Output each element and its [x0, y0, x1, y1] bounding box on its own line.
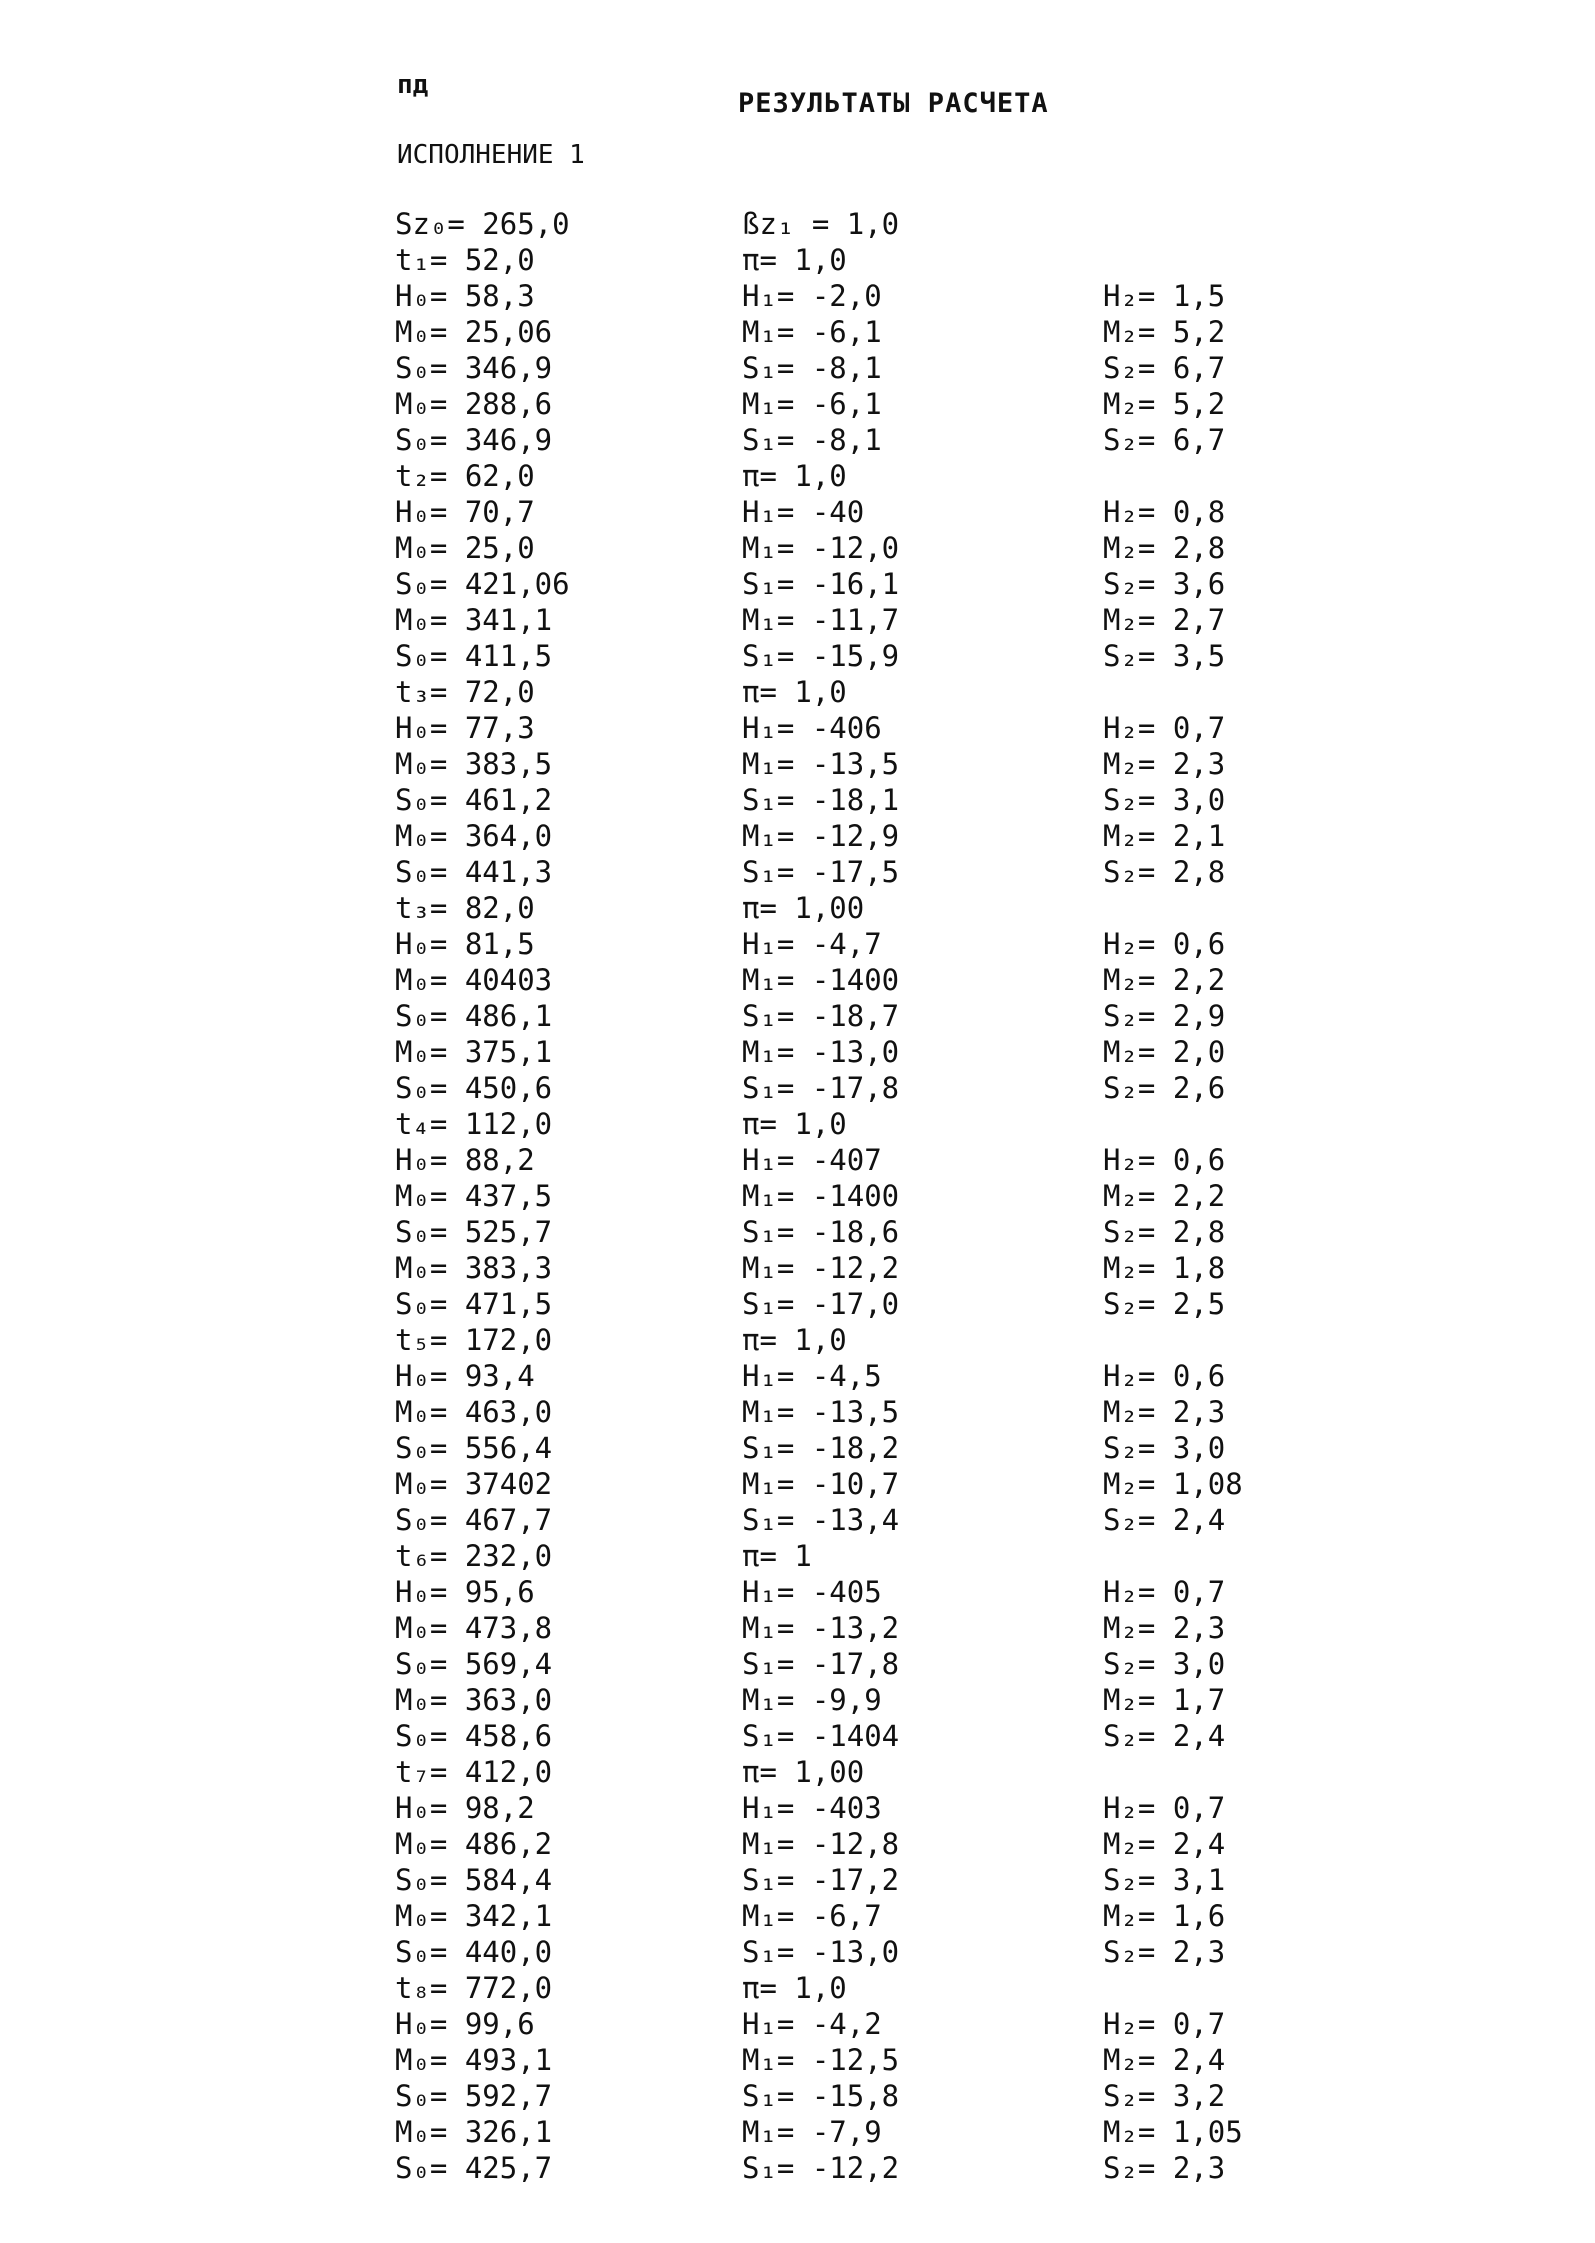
result-cell-col2: M₁= -1400 [742, 1179, 900, 1213]
result-cell-col1: M₀= 383,5 [395, 747, 553, 781]
result-cell-col1: H₀= 70,7 [395, 495, 535, 529]
result-cell-col3: M₂= 2,3 [1103, 1395, 1226, 1429]
result-cell-col3: M₂= 5,2 [1103, 315, 1226, 349]
result-cell-col3: H₂= 0,7 [1103, 711, 1226, 745]
result-row [0, 1502, 1595, 1538]
result-cell-col3: H₂= 0,7 [1103, 2007, 1226, 2041]
result-row [0, 566, 1595, 602]
result-row [0, 746, 1595, 782]
result-cell-col2: M₁= -11,7 [742, 603, 900, 637]
result-row [0, 1538, 1595, 1574]
result-cell-col3: S₂= 6,7 [1103, 351, 1226, 385]
result-cell-col3: M₂= 1,6 [1103, 1899, 1226, 1933]
result-cell-col2: M₁= -6,1 [742, 387, 882, 421]
result-cell-col1: H₀= 98,2 [395, 1791, 535, 1825]
result-cell-col2: S₁= -16,1 [742, 567, 900, 601]
result-row [0, 1106, 1595, 1142]
result-row [0, 242, 1595, 278]
result-cell-col3: S₂= 3,0 [1103, 783, 1226, 817]
result-row [0, 1394, 1595, 1430]
result-cell-col3: S₂= 3,0 [1103, 1431, 1226, 1465]
result-cell-col1: M₀= 288,6 [395, 387, 553, 421]
result-row [0, 1862, 1595, 1898]
result-cell-col1: S₀= 471,5 [395, 1287, 553, 1321]
result-cell-col2: S₁= -18,1 [742, 783, 900, 817]
result-row [0, 2114, 1595, 2150]
result-cell-col2: H₁= -4,7 [742, 927, 882, 961]
result-cell-col2: S₁= -17,8 [742, 1071, 900, 1105]
result-cell-col2: S₁= -17,8 [742, 1647, 900, 1681]
result-cell-col1: S₀= 425,7 [395, 2151, 553, 2185]
result-row [0, 1358, 1595, 1394]
result-cell-col2: M₁= -12,0 [742, 531, 900, 565]
result-cell-col2: M₁= -13,5 [742, 1395, 900, 1429]
result-cell-col1: S₀= 467,7 [395, 1503, 553, 1537]
result-cell-col3: M₂= 5,2 [1103, 387, 1226, 421]
result-cell-col2: M₁= -10,7 [742, 1467, 900, 1501]
result-cell-col2: M₁= -6,7 [742, 1899, 882, 1933]
result-row [0, 1142, 1595, 1178]
result-row [0, 494, 1595, 530]
result-cell-col2: M₁= -12,5 [742, 2043, 900, 2077]
result-cell-col1: t₈= 772,0 [395, 1971, 553, 2005]
document-title: РЕЗУЛЬТАТЫ РАСЧЕТА [738, 88, 1049, 119]
result-cell-col3: M₂= 2,2 [1103, 963, 1226, 997]
result-cell-col3: M₂= 2,7 [1103, 603, 1226, 637]
result-cell-col2: H₁= -406 [742, 711, 882, 745]
result-cell-col3: M₂= 2,0 [1103, 1035, 1226, 1069]
result-row [0, 890, 1595, 926]
result-cell-col3: S₂= 3,0 [1103, 1647, 1226, 1681]
result-cell-col3: S₂= 2,5 [1103, 1287, 1226, 1321]
result-row [0, 1250, 1595, 1286]
result-cell-col3: S₂= 3,6 [1103, 567, 1226, 601]
result-row [0, 1466, 1595, 1502]
result-cell-col1: S₀= 346,9 [395, 351, 553, 385]
result-cell-col2: S₁= -18,7 [742, 999, 900, 1033]
result-cell-col1: Sz₀= 265,0 [395, 207, 570, 241]
result-row [0, 422, 1595, 458]
result-row [0, 314, 1595, 350]
result-cell-col1: S₀= 584,4 [395, 1863, 553, 1897]
result-cell-col1: M₀= 486,2 [395, 1827, 553, 1861]
result-cell-col1: S₀= 461,2 [395, 783, 553, 817]
result-row [0, 206, 1595, 242]
result-row [0, 1034, 1595, 1070]
result-row [0, 962, 1595, 998]
result-cell-col2: S₁= -18,2 [742, 1431, 900, 1465]
result-row [0, 1574, 1595, 1610]
result-cell-col1: M₀= 37402 [395, 1467, 553, 1501]
result-cell-col2: π= 1,0 [742, 1323, 847, 1357]
result-row [0, 1718, 1595, 1754]
result-cell-col1: t₁= 52,0 [395, 243, 535, 277]
variant-label: ИСПОЛНЕНИЕ 1 [397, 140, 585, 170]
result-cell-col2: S₁= -17,2 [742, 1863, 900, 1897]
result-cell-col1: M₀= 437,5 [395, 1179, 553, 1213]
result-cell-col1: M₀= 463,0 [395, 1395, 553, 1429]
result-row [0, 1070, 1595, 1106]
result-cell-col1: M₀= 342,1 [395, 1899, 553, 1933]
result-cell-col3: S₂= 3,1 [1103, 1863, 1226, 1897]
result-cell-col1: S₀= 486,1 [395, 999, 553, 1033]
result-row [0, 1646, 1595, 1682]
result-cell-col1: t₇= 412,0 [395, 1755, 553, 1789]
result-cell-col3: H₂= 0,6 [1103, 927, 1226, 961]
result-cell-col2: H₁= -4,5 [742, 1359, 882, 1393]
result-row [0, 1214, 1595, 1250]
result-row [0, 1790, 1595, 1826]
result-cell-col3: H₂= 0,7 [1103, 1575, 1226, 1609]
result-row [0, 1178, 1595, 1214]
result-cell-col1: S₀= 556,4 [395, 1431, 553, 1465]
result-cell-col1: S₀= 346,9 [395, 423, 553, 457]
result-cell-col3: S₂= 2,3 [1103, 2151, 1226, 2185]
result-cell-col3: H₂= 0,7 [1103, 1791, 1226, 1825]
result-row [0, 926, 1595, 962]
result-cell-col1: S₀= 421,06 [395, 567, 570, 601]
result-row [0, 1682, 1595, 1718]
result-cell-col3: H₂= 0,8 [1103, 495, 1226, 529]
result-row [0, 1430, 1595, 1466]
result-cell-col2: H₁= -407 [742, 1143, 882, 1177]
result-cell-col1: M₀= 364,0 [395, 819, 553, 853]
result-cell-col2: S₁= -15,8 [742, 2079, 900, 2113]
result-cell-col1: H₀= 95,6 [395, 1575, 535, 1609]
result-cell-col1: M₀= 40403 [395, 963, 553, 997]
result-cell-col1: H₀= 93,4 [395, 1359, 535, 1393]
result-cell-col2: π= 1,0 [742, 243, 847, 277]
result-cell-col3: S₂= 3,2 [1103, 2079, 1226, 2113]
result-cell-col2: M₁= -6,1 [742, 315, 882, 349]
result-cell-col1: H₀= 58,3 [395, 279, 535, 313]
result-cell-col2: H₁= -403 [742, 1791, 882, 1825]
result-row [0, 1322, 1595, 1358]
result-cell-col2: M₁= -7,9 [742, 2115, 882, 2149]
result-cell-col2: H₁= -4,2 [742, 2007, 882, 2041]
result-cell-col1: t₅= 172,0 [395, 1323, 553, 1357]
results-table [0, 206, 1595, 2186]
result-cell-col2: π= 1 [742, 1539, 812, 1573]
result-row [0, 2042, 1595, 2078]
result-row [0, 998, 1595, 1034]
result-row [0, 278, 1595, 314]
result-cell-col3: S₂= 6,7 [1103, 423, 1226, 457]
result-cell-col1: M₀= 326,1 [395, 2115, 553, 2149]
result-cell-col1: S₀= 569,4 [395, 1647, 553, 1681]
result-cell-col1: M₀= 375,1 [395, 1035, 553, 1069]
result-cell-col3: M₂= 1,08 [1103, 1467, 1243, 1501]
result-cell-col3: S₂= 2,6 [1103, 1071, 1226, 1105]
result-cell-col1: S₀= 440,0 [395, 1935, 553, 1969]
result-row [0, 1934, 1595, 1970]
result-row [0, 674, 1595, 710]
result-cell-col2: M₁= -12,2 [742, 1251, 900, 1285]
result-row [0, 1826, 1595, 1862]
result-cell-col2: π= 1,0 [742, 1107, 847, 1141]
result-cell-col2: M₁= -13,0 [742, 1035, 900, 1069]
result-row [0, 2006, 1595, 2042]
result-cell-col2: M₁= -12,9 [742, 819, 900, 853]
result-cell-col1: t₃= 72,0 [395, 675, 535, 709]
result-row [0, 710, 1595, 746]
result-cell-col2: M₁= -9,9 [742, 1683, 882, 1717]
result-cell-col1: S₀= 525,7 [395, 1215, 553, 1249]
result-row [0, 1898, 1595, 1934]
result-cell-col1: S₀= 592,7 [395, 2079, 553, 2113]
result-cell-col1: t₂= 62,0 [395, 459, 535, 493]
result-row [0, 530, 1595, 566]
result-cell-col1: M₀= 25,0 [395, 531, 535, 565]
result-cell-col3: M₂= 1,05 [1103, 2115, 1243, 2149]
result-cell-col2: S₁= -13,0 [742, 1935, 900, 1969]
result-cell-col3: S₂= 2,3 [1103, 1935, 1226, 1969]
result-row [0, 638, 1595, 674]
result-row [0, 818, 1595, 854]
result-cell-col2: S₁= -17,0 [742, 1287, 900, 1321]
result-cell-col2: π= 1,0 [742, 1971, 847, 2005]
result-row [0, 2150, 1595, 2186]
result-row [0, 350, 1595, 386]
result-cell-col3: M₂= 2,4 [1103, 1827, 1226, 1861]
result-cell-col2: M₁= -1400 [742, 963, 900, 997]
result-cell-col2: π= 1,0 [742, 459, 847, 493]
result-cell-col3: S₂= 2,4 [1103, 1503, 1226, 1537]
result-cell-col2: S₁= -13,4 [742, 1503, 900, 1537]
result-cell-col1: S₀= 441,3 [395, 855, 553, 889]
result-row [0, 1286, 1595, 1322]
result-cell-col1: t₄= 112,0 [395, 1107, 553, 1141]
result-cell-col2: S₁= -8,1 [742, 351, 882, 385]
result-cell-col1: H₀= 88,2 [395, 1143, 535, 1177]
result-cell-col2: π= 1,00 [742, 891, 865, 925]
result-cell-col3: S₂= 2,8 [1103, 855, 1226, 889]
result-cell-col1: H₀= 99,6 [395, 2007, 535, 2041]
result-row [0, 854, 1595, 890]
result-cell-col2: M₁= -13,2 [742, 1611, 900, 1645]
result-cell-col2: π= 1,00 [742, 1755, 865, 1789]
result-cell-col3: H₂= 1,5 [1103, 279, 1226, 313]
result-cell-col1: S₀= 458,6 [395, 1719, 553, 1753]
result-cell-col3: H₂= 0,6 [1103, 1359, 1226, 1393]
result-cell-col2: H₁= -405 [742, 1575, 882, 1609]
result-cell-col1: M₀= 473,8 [395, 1611, 553, 1645]
result-cell-col1: M₀= 25,06 [395, 315, 553, 349]
result-row [0, 386, 1595, 422]
result-cell-col2: π= 1,0 [742, 675, 847, 709]
result-cell-col1: M₀= 383,3 [395, 1251, 553, 1285]
result-cell-col3: M₂= 2,1 [1103, 819, 1226, 853]
result-cell-col3: M₂= 2,2 [1103, 1179, 1226, 1213]
result-cell-col1: S₀= 450,6 [395, 1071, 553, 1105]
result-cell-col1: t₆= 232,0 [395, 1539, 553, 1573]
result-cell-col3: M₂= 1,8 [1103, 1251, 1226, 1285]
result-cell-col2: S₁= -12,2 [742, 2151, 900, 2185]
result-cell-col3: S₂= 2,4 [1103, 1719, 1226, 1753]
result-cell-col3: M₂= 2,3 [1103, 747, 1226, 781]
result-cell-col2: M₁= -12,8 [742, 1827, 900, 1861]
result-cell-col3: S₂= 3,5 [1103, 639, 1226, 673]
result-cell-col3: M₂= 2,8 [1103, 531, 1226, 565]
result-row [0, 1970, 1595, 2006]
result-row [0, 1754, 1595, 1790]
result-cell-col1: t₃= 82,0 [395, 891, 535, 925]
result-cell-col3: M₂= 2,4 [1103, 2043, 1226, 2077]
result-row [0, 602, 1595, 638]
result-cell-col3: M₂= 2,3 [1103, 1611, 1226, 1645]
result-cell-col1: M₀= 493,1 [395, 2043, 553, 2077]
result-cell-col2: S₁= -8,1 [742, 423, 882, 457]
result-cell-col1: M₀= 341,1 [395, 603, 553, 637]
result-cell-col2: S₁= -17,5 [742, 855, 900, 889]
result-row [0, 2078, 1595, 2114]
result-cell-col1: S₀= 411,5 [395, 639, 553, 673]
result-cell-col2: S₁= -18,6 [742, 1215, 900, 1249]
result-cell-col2: H₁= -40 [742, 495, 865, 529]
result-cell-col2: S₁= -15,9 [742, 639, 900, 673]
result-cell-col2: M₁= -13,5 [742, 747, 900, 781]
result-cell-col1: M₀= 363,0 [395, 1683, 553, 1717]
result-row [0, 458, 1595, 494]
result-cell-col1: H₀= 77,3 [395, 711, 535, 745]
result-cell-col2: ßz₁ = 1,0 [742, 207, 900, 241]
result-cell-col2: H₁= -2,0 [742, 279, 882, 313]
result-row [0, 782, 1595, 818]
result-cell-col1: H₀= 81,5 [395, 927, 535, 961]
result-cell-col2: S₁= -1404 [742, 1719, 900, 1753]
result-cell-col3: M₂= 1,7 [1103, 1683, 1226, 1717]
result-row [0, 1610, 1595, 1646]
result-cell-col3: S₂= 2,8 [1103, 1215, 1226, 1249]
result-cell-col3: H₂= 0,6 [1103, 1143, 1226, 1177]
result-cell-col3: S₂= 2,9 [1103, 999, 1226, 1033]
page-code: пд [397, 70, 429, 100]
